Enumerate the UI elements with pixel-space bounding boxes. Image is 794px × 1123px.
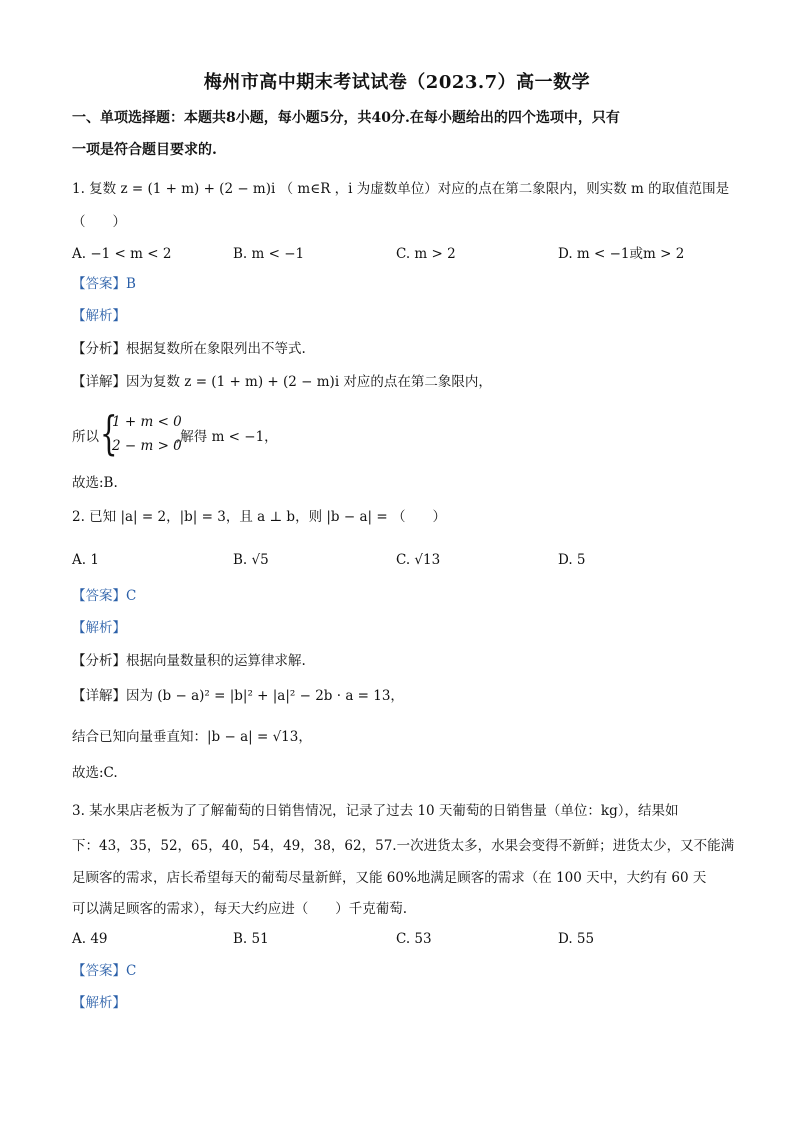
q2-detail2: 结合已知向量垂直知：|b − a| = √13， <box>72 729 312 745</box>
q2-stem: 2. 已知 |a| = 2，|b| = 3，且 a ⊥ b，则 |b − a| = （ ） <box>72 509 446 525</box>
q1-analysis: 【分析】根据复数所在象限列出不等式. <box>72 341 306 357</box>
q1-option-c: C. m > 2 <box>396 246 456 262</box>
section-heading-line1: 一、单项选择题：本题共8小题，每小题5分，共40分.在每小题给出的四个选项中，只有 <box>72 110 620 126</box>
q1-answer: 【答案】B <box>72 276 136 292</box>
q2-conclusion: 故选:C. <box>72 765 118 781</box>
q1-option-d: D. m < −1或m > 2 <box>558 246 685 262</box>
q3-answer: 【答案】C <box>72 963 137 979</box>
q3-option-c: C. 53 <box>396 931 432 947</box>
q2-option-c: C. √13 <box>396 552 441 568</box>
q3-line3: 足顾客的需求，店长希望每天的葡萄尽量新鲜，又能 60%地满足顾客的需求（在 100 天中，大约有 60 天 <box>72 870 707 886</box>
section-heading-line2: 一项是符合题目要求的. <box>72 142 217 158</box>
q2-analysis-label: 【解析】 <box>72 620 126 636</box>
q3-option-a: A. 49 <box>72 931 108 947</box>
q2-answer: 【答案】C <box>72 588 137 604</box>
q3-option-b: B. 51 <box>233 931 269 947</box>
page-title: 梅州市高中期末考试试卷（2023.7）高一数学 <box>203 72 591 93</box>
q3-line4: 可以满足顾客的需求），每天大约应进（ ）千克葡萄. <box>72 901 408 917</box>
q2-analysis: 【分析】根据向量数量积的运算律求解. <box>72 653 306 669</box>
q1-system-lead: 所以 <box>72 429 99 445</box>
q2-option-b: B. √5 <box>233 552 269 568</box>
q1-system-tail: ,解得 m < −1， <box>176 429 278 445</box>
q3-analysis-label: 【解析】 <box>72 995 126 1011</box>
q1-option-b: B. m < −1 <box>233 246 305 262</box>
q3-option-d: D. 55 <box>558 931 595 947</box>
q3-line2: 下：43，35，52，65，40，54，49，38，62，57.一次进货太多，水果会变得不新鲜；进货太少，又不能满 <box>72 838 735 854</box>
q1-stem-cont: （ ） <box>72 214 126 230</box>
q2-detail: 【详解】因为 (b − a)² = |b|² + |a|² − 2b · a = 13， <box>72 688 404 704</box>
q1-system-row2: 2 − m > 0 <box>112 438 182 454</box>
q1-option-a: A. −1 < m < 2 <box>72 246 172 262</box>
q2-option-d: D. 5 <box>558 552 586 568</box>
q1-detail: 【详解】因为复数 z = (1 + m) + (2 − m)i 对应的点在第二象限内， <box>72 374 492 390</box>
q1-stem: 1. 复数 z = (1 + m) + (2 − m)i （ m∈R ，i 为虚数单位）对应的点在第二象限内，则实数 m 的取值范围是 <box>72 181 730 197</box>
left-brace-icon: { <box>100 406 118 460</box>
q1-conclusion: 故选:B. <box>72 475 118 491</box>
q3-line1: 3. 某水果店老板为了了解葡萄的日销售情况，记录了过去 10 天葡萄的日销售量（单位：kg），结果如 <box>72 803 679 819</box>
q2-option-a: A. 1 <box>72 552 99 568</box>
q1-analysis-label: 【解析】 <box>72 308 126 324</box>
q1-system-row1: 1 + m < 0 <box>112 414 182 430</box>
